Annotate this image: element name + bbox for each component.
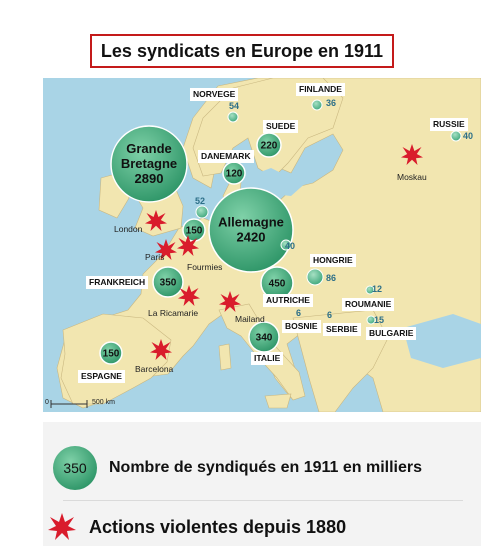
bubble-value-danemark: 120 (225, 168, 243, 180)
bubble-circle-russie (451, 131, 461, 141)
bubble-norvege (228, 112, 238, 122)
value-hongrie: 86 (326, 273, 337, 283)
legend-circle-value: 350 (63, 460, 87, 476)
label-norvege: NORVEGE (190, 88, 238, 101)
label-bosnie: BOSNIE (282, 320, 321, 333)
bubble-value-italie: 340 (255, 332, 273, 344)
bubble-hongrie (307, 269, 323, 285)
city-barcelona: Barcelona (135, 364, 174, 374)
label-bulgarie: BULGARIE (366, 327, 416, 340)
bubble-circle-finlande (312, 100, 322, 110)
bubble-value-france: 350 (159, 277, 177, 289)
bubble-france (153, 267, 183, 297)
city-paris: Paris (145, 252, 165, 262)
bubble-circle-norvege (228, 112, 238, 122)
bubble-label-grande-bretagne: Grande (126, 141, 172, 156)
label-hongrie: HONGRIE (310, 254, 356, 267)
label-roumanie: ROUMANIE (342, 298, 394, 311)
legend-divider (63, 500, 463, 501)
legend (43, 422, 481, 546)
value-russie: 40 (463, 131, 474, 141)
label-suede: SUEDE (263, 120, 298, 133)
value-norvege: 54 (229, 101, 240, 111)
scale-zero: 0 (45, 399, 49, 406)
bubble-value-suede: 220 (260, 140, 278, 152)
label-autriche: AUTRICHE (263, 294, 313, 307)
bubble-grande-bretagne (111, 126, 187, 202)
legend-circle (51, 444, 99, 492)
city-moskau: Moskau (397, 172, 427, 182)
value-roumanie: 12 (372, 284, 383, 294)
value-belgique: 52 (195, 196, 206, 206)
label-danemark: DANEMARK (198, 150, 254, 163)
bubble-italie (249, 322, 279, 352)
value-bulgarie: 15 (374, 315, 385, 325)
bubble-finlande (312, 100, 322, 110)
bubble-belgique (196, 206, 208, 218)
city-la-ricamarie: La Ricamarie (148, 308, 199, 318)
bubble-label-allemagne: 2420 (236, 229, 266, 245)
land-sardinia (219, 344, 231, 370)
bubble-value-pays-bas: 150 (185, 225, 203, 237)
bubble-danemark (223, 162, 245, 184)
bubble-russie (451, 131, 461, 141)
label-espagne: ESPAGNE (78, 370, 125, 383)
bubble-label-grande-bretagne: Bretagne (120, 156, 178, 171)
label-frankreich: FRANKREICH (86, 276, 148, 289)
violence-star-icon (47, 512, 77, 542)
bubble-value-autriche: 450 (268, 278, 286, 290)
value-finlande: 36 (326, 98, 337, 108)
bubble-circle-belgique (196, 206, 208, 218)
bubble-allemagne (209, 188, 296, 272)
value-serbie: 6 (327, 310, 333, 320)
label-russie: RUSSIE (430, 118, 468, 131)
bubble-pays-bas (183, 219, 205, 241)
legend-star-text: Actions violentes depuis 1880 (89, 516, 347, 537)
value-bosnie: 6 (296, 308, 302, 318)
bubble-value-espagne: 150 (102, 348, 120, 360)
city-mailand: Mailand (235, 314, 265, 324)
bubble-circle-hongrie (307, 269, 323, 285)
scale-label: 500 km (92, 399, 115, 406)
label-serbie: SERBIE (323, 323, 361, 336)
city-london: London (114, 224, 143, 234)
legend-circle-row (51, 444, 422, 492)
map-title: Les syndicats en Europe en 1911 (90, 34, 394, 68)
label-finlande: FINLANDE (296, 83, 345, 96)
bubble-espagne (100, 342, 122, 364)
label-italie: ITALIE (251, 352, 283, 365)
value-boheme: 40 (285, 241, 296, 251)
bubble-label-allemagne: Allemagne (218, 214, 284, 230)
bubble-label-grande-bretagne: 2890 (134, 171, 164, 186)
city-fourmies: Fourmies (187, 262, 223, 272)
bubble-suede (257, 133, 281, 157)
legend-star-row (47, 512, 346, 542)
legend-circle-text: Nombre de syndiqués en 1911 en milliers (109, 459, 423, 476)
land-sicily (265, 394, 291, 408)
